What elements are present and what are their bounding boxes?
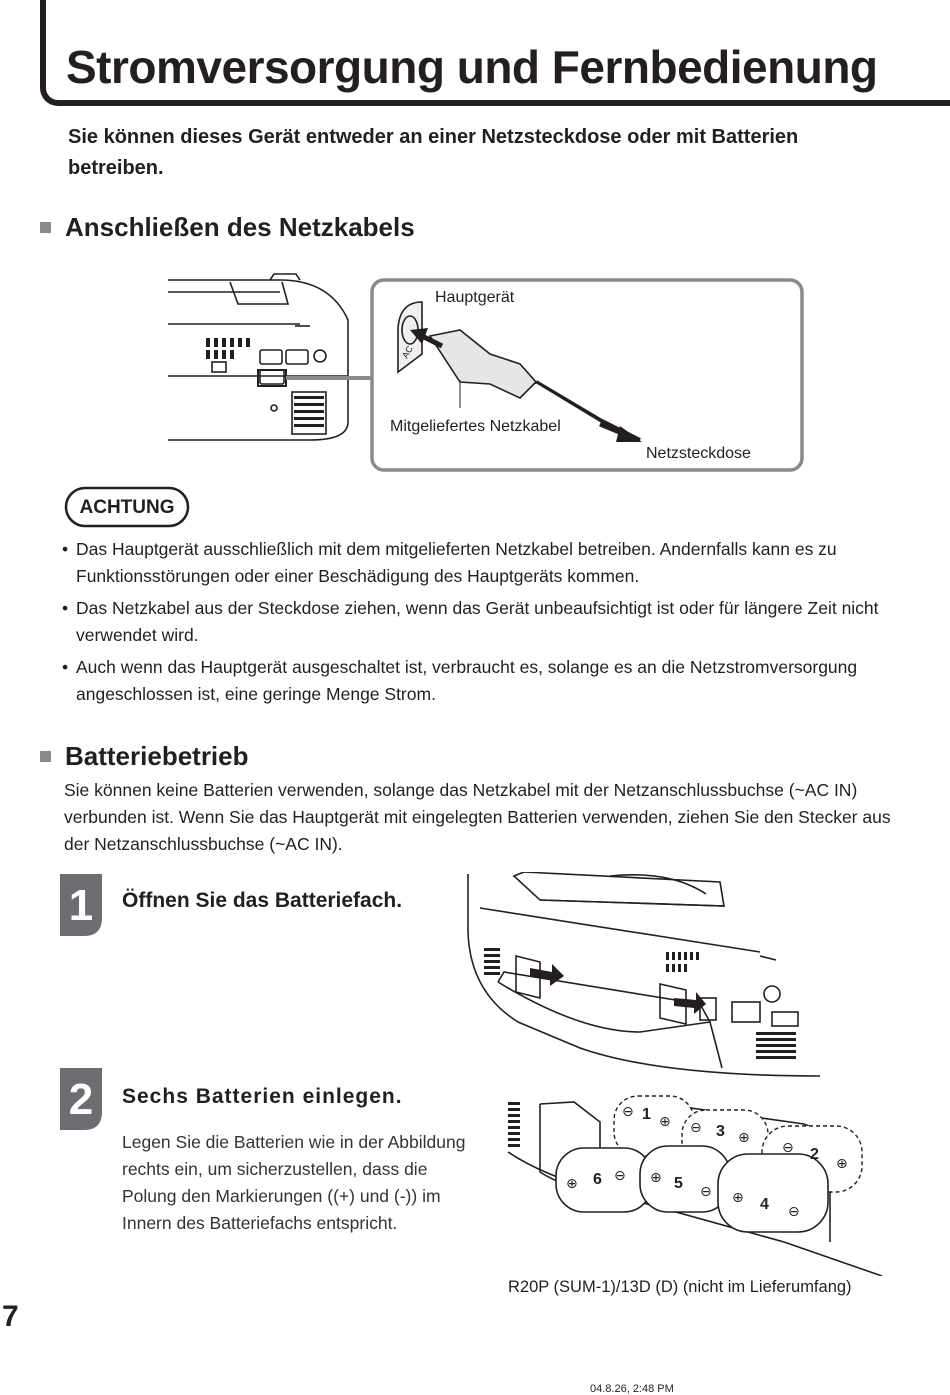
power-cable-figure	[160, 272, 810, 480]
section-heading-battery-label: Batteriebetrieb	[65, 741, 249, 771]
svg-text:⊕: ⊕	[836, 1156, 848, 1172]
battery-intro-text: Sie können keine Batterien verwenden, solange das Netzkabel mit der Netzanschlussbuchse (~AC IN) verbunden ist. Wenn Sie das Hauptgerät mit eingelegten Batterien verwenden, ziehen Sie den Stecker aus der Netzanschlussbuchse (~AC IN).	[64, 780, 891, 854]
caution-label: ACHTUNG	[79, 497, 175, 518]
battery-number-2: 2	[810, 1146, 819, 1163]
label-outlet: Netzsteckdose	[646, 445, 751, 462]
label-main-unit: Hauptgerät	[435, 289, 515, 306]
svg-text:⊕: ⊕	[566, 1176, 578, 1192]
step-1-number-badge	[60, 874, 102, 936]
step-1-number: 1	[68, 881, 94, 930]
section-heading-power	[40, 212, 415, 243]
caution-item: • Auch wenn das Hauptgerät ausgeschaltet ist, verbraucht es, solange es an die Netzstromversorgung angeschlossen ist, eine geringe Menge Strom.	[62, 654, 892, 708]
step-2-text: Legen Sie die Batterien wie in der Abbildung rechts ein, um sicherzustellen, dass die Polung den Markierungen ((+) und (-)) im Innern des Batteriefachs entspricht.	[122, 1132, 466, 1233]
svg-text:⊖: ⊖	[782, 1140, 794, 1156]
svg-text:⊕: ⊕	[659, 1114, 671, 1130]
battery-number-3: 3	[716, 1123, 725, 1140]
ac-label: AC	[400, 344, 415, 360]
svg-text:⊖: ⊖	[614, 1168, 626, 1184]
svg-text:⊕: ⊕	[738, 1130, 750, 1146]
svg-text:⊕: ⊕	[650, 1170, 662, 1186]
detail-box	[372, 280, 802, 470]
intro-text: Sie können dieses Gerät entweder an einer Netzsteckdose oder mit Batterien betreiben.	[68, 126, 799, 179]
step-2-number: 2	[68, 1075, 94, 1124]
device-back-illustration	[168, 274, 348, 440]
svg-text:⊖: ⊖	[690, 1120, 702, 1136]
battery-number-5: 5	[674, 1175, 683, 1192]
svg-text:⊕: ⊕	[732, 1190, 744, 1206]
print-stamp: 04.8.26, 2:48 PM	[590, 1383, 674, 1395]
svg-text:⊖: ⊖	[622, 1104, 634, 1120]
svg-text:⊖: ⊖	[788, 1204, 800, 1220]
battery-number-1: 1	[642, 1106, 651, 1123]
step-2-number-badge	[60, 1068, 102, 1130]
section-heading-power-label: Anschließen des Netzkabels	[65, 212, 415, 242]
device-vent-slots	[206, 338, 324, 427]
section-square-icon	[40, 222, 51, 233]
battery-number-4: 4	[760, 1196, 769, 1213]
caution-item: • Das Netzkabel aus der Steckdose ziehen, wenn das Gerät unbeaufsichtigt ist oder für längere Zeit nicht verwendet wird.	[62, 595, 892, 649]
page-title: Stromversorgung und Fernbedienung	[66, 41, 878, 93]
svg-text:⊖: ⊖	[700, 1184, 712, 1200]
section-heading-battery	[40, 741, 249, 772]
section-square-icon	[40, 751, 51, 762]
page-number: 7	[2, 1300, 19, 1333]
caution-list	[62, 536, 892, 713]
battery-insertion-figure	[504, 1092, 888, 1276]
step-2-title: Sechs Batterien einlegen.	[122, 1085, 403, 1108]
battery-compartment-open-figure	[460, 872, 826, 1080]
battery-caption: R20P (SUM-1)/13D (D) (nicht im Lieferumfang)	[508, 1278, 852, 1296]
caution-badge	[64, 486, 190, 528]
step-1-title: Öffnen Sie das Batteriefach.	[122, 889, 403, 912]
caution-item: • Das Hauptgerät ausschließlich mit dem mitgelieferten Netzkabel betreiben. Andernfalls kann es zu Funktionsstörungen oder einer Beschädigung des Hauptgeräts kommen.	[62, 536, 892, 590]
label-cable: Mitgeliefertes Netzkabel	[390, 418, 561, 435]
battery-number-6: 6	[593, 1171, 602, 1188]
